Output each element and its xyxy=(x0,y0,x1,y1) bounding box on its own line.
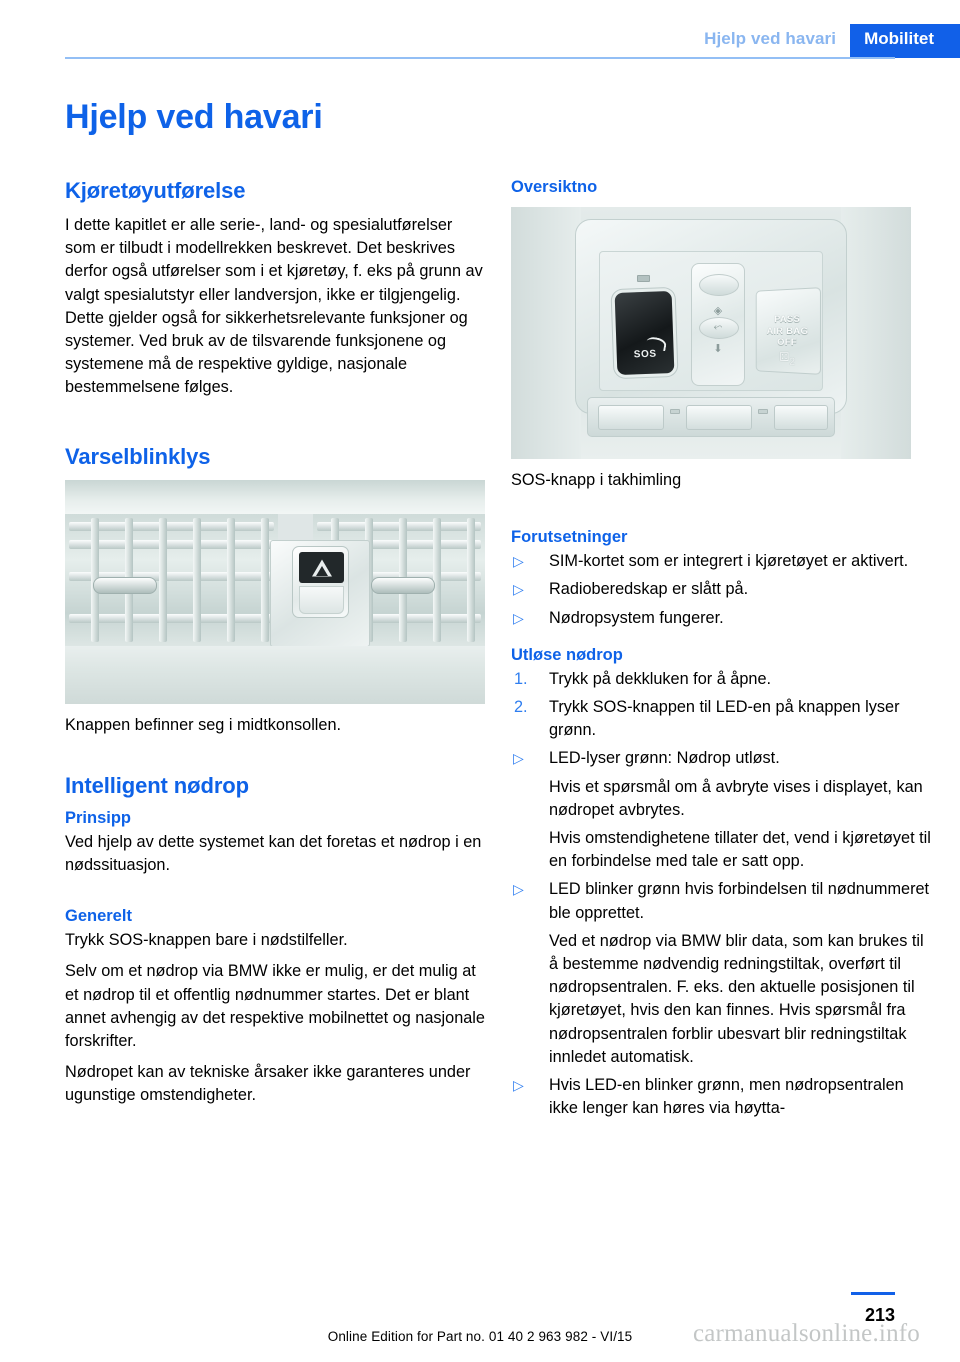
air-vent-left xyxy=(65,514,278,646)
step-number: 1. xyxy=(514,669,528,688)
caption-sos-button: SOS-knapp i takhimling xyxy=(511,471,682,489)
list-item-text: SIM-kortet som er integrert i kjøretøyet er aktivert. xyxy=(549,552,909,571)
paragraph-kjoretoyutforelse: I dette kapitlet er alle serie-, land- og spesialutførelser som er tilbudt i modellrekken beskrevet. Det beskrives derfor også utførelser som i et kjøretøy, f. eks på grunn av valgt spesialutstyr eller landversjon, ikke er tilgjengelig. Dette gjelder også for sikkerhetsrelevante funksjoner og systemer. Ved bruk av de tilsvarende funksjonene og systemene må de respektive gyldige, nasjonale bestemmelsene følges. xyxy=(65,216,483,397)
pass-line-1: PASS xyxy=(774,313,801,326)
spacer xyxy=(65,885,485,907)
hazard-warning-light-button[interactable] xyxy=(292,546,349,618)
bullet-triangle-icon: ▷ xyxy=(513,609,524,626)
online-edition-note: Online Edition for Part no. 01 40 2 963 982 - VI/15 xyxy=(327,1329,633,1344)
list-item-text: Hvis LED-en blinker grønn, men nødropsentralen ikke lenger kan høres via høytta- xyxy=(549,1076,904,1118)
list-item-text: Radioberedskap er slått på. xyxy=(549,580,749,599)
list-item-text: LED-lyser grønn: Nødrop utløst. xyxy=(549,749,780,768)
heading-oversiktno: Oversiktno xyxy=(511,178,598,196)
spacer xyxy=(65,737,485,773)
hazard-button-lower-face xyxy=(299,586,344,614)
interior-light-switch-group xyxy=(691,263,745,386)
paragraph-generelt-2: Selv om et nødrop via BMW ikke er mulig, er det mulig at et nødrop til et offentlig nødnummer startes. Det er blant annet avhengig av det respektive mobilnettet og nasjonale forskrifter. xyxy=(65,962,485,1051)
sos-status-led xyxy=(637,275,650,282)
mid-glyph-up-icon: ◈ xyxy=(713,305,723,317)
base-segment-right[interactable] xyxy=(774,405,828,430)
heading-intelligent-nodrop: Intelligent nødrop xyxy=(65,772,249,798)
list-item xyxy=(511,1074,931,1120)
passenger-airbag-off-indicator xyxy=(756,287,821,375)
utlose-nodrop-list xyxy=(511,668,931,1121)
list-item-continuation: Hvis omstendighetene tillater det, vend i kjøretøyet til en forbindelse med tale er satt opp. xyxy=(549,829,931,871)
roof-lining-left xyxy=(511,207,581,459)
caption-hazard-button: Knappen befinner seg i midtkonsollen. xyxy=(65,715,342,734)
dashboard-surface-bottom xyxy=(65,646,485,704)
base-dot-left xyxy=(670,409,680,414)
list-item xyxy=(511,747,931,770)
paragraph-prinsipp: Ved hjelp av dette systemet kan det foretas et nødrop i en nødssituasjon. xyxy=(65,832,482,875)
pass-line-2: AIR BAG xyxy=(766,325,809,337)
heading-forutsetninger: Forutsetninger xyxy=(511,528,628,547)
base-segment-center[interactable] xyxy=(686,405,752,430)
list-item xyxy=(511,696,931,742)
page-title: Hjelp ved havari xyxy=(65,98,323,136)
step-number: 2. xyxy=(514,698,528,717)
heading-utlose-nodrop: Utløse nødrop xyxy=(511,645,623,664)
pass-line-3: OFF xyxy=(777,336,797,349)
heading-prinsipp: Prinsipp xyxy=(65,808,132,827)
mid-glyph-down-icon: ⬇ xyxy=(713,343,723,355)
bullet-triangle-icon: ▷ xyxy=(513,581,524,598)
hazard-warning-button-figure xyxy=(65,480,485,704)
heading-generelt: Generelt xyxy=(65,907,132,926)
spacer xyxy=(511,635,931,646)
list-item-text: Nødropsystem fungerer. xyxy=(549,608,724,627)
base-dot-right xyxy=(758,409,768,414)
overhead-console-base xyxy=(587,397,835,437)
sos-button-overhead-console-figure xyxy=(511,207,911,459)
bullet-triangle-icon: ▷ xyxy=(513,1077,524,1094)
hazard-triangle-icon xyxy=(299,552,344,583)
vent-direction-knob-right[interactable] xyxy=(371,577,435,594)
sos-button[interactable] xyxy=(615,291,675,375)
paragraph-generelt-1: Trykk SOS-knappen bare i nødstilfeller. xyxy=(65,931,348,950)
list-item xyxy=(511,578,931,601)
bullet-triangle-icon: ▷ xyxy=(513,750,524,767)
list-item-text: Trykk på dekkluken for å åpne. xyxy=(549,669,772,688)
hazard-button-bezel xyxy=(270,540,370,647)
page-number-rule xyxy=(851,1292,895,1295)
base-segment-left[interactable] xyxy=(598,405,664,430)
spacer xyxy=(511,492,931,528)
list-item-text: Trykk SOS-knappen til LED-en på knappen lyser grønn. xyxy=(549,698,900,740)
forutsetninger-list xyxy=(511,550,931,630)
list-item xyxy=(511,878,931,924)
mid-glyph-middle-icon: ⬿ xyxy=(713,321,723,333)
watermark: carmanualsonline.info xyxy=(692,1320,920,1347)
airbag-off-icon: $⚃_2$ xyxy=(779,349,795,368)
list-item-continuation: Ved et nødrop via BMW blir data, som kan brukes til å bestemme nødvendig redningstiltak, overført til nødropsentralen. F. eks. den aktuelle posisjonen til kjøretøyet, hvis den kan finnes. Hvis spørsmål fra nødropsentralen forblir ubesvart blir redningstiltak innledet automatisk. xyxy=(549,931,924,1066)
pass-airbag-off-text xyxy=(757,313,820,349)
list-item xyxy=(511,607,931,630)
bullet-triangle-icon: ▷ xyxy=(513,553,524,570)
running-header-section: Mobilitet xyxy=(850,24,960,58)
running-header xyxy=(0,24,960,58)
paragraph-generelt-3: Nødropet kan av tekniske årsaker ikke garanteres under ugunstige omstendigheter. xyxy=(65,1063,471,1105)
running-header-chapter: Hjelp ved havari xyxy=(704,29,837,48)
list-item-continuation: Hvis et spørsmål om å avbryte vises i displayet, kan nødropet avbrytes. xyxy=(549,777,923,819)
page-number: 213 xyxy=(864,1305,895,1325)
bullet-triangle-icon: ▷ xyxy=(513,881,524,898)
heading-varselblinklys: Varselblinklys xyxy=(65,443,211,469)
roof-lining-right xyxy=(841,207,911,459)
sos-button-label: SOS xyxy=(633,348,657,361)
vent-direction-knob-left[interactable] xyxy=(93,577,157,594)
left-column xyxy=(65,178,485,1116)
right-column xyxy=(511,178,931,1125)
list-item xyxy=(511,668,931,691)
spacer xyxy=(65,408,485,444)
dashboard-surface-top xyxy=(65,480,485,514)
light-button-top[interactable] xyxy=(699,274,739,296)
list-item xyxy=(511,550,931,573)
header-divider xyxy=(65,57,895,59)
heading-kjoretoyutforelse: Kjøretøyutførelse xyxy=(65,178,246,203)
list-item-text: LED blinker grønn hvis forbindelsen til nødnummeret ble opprettet. xyxy=(549,880,930,922)
